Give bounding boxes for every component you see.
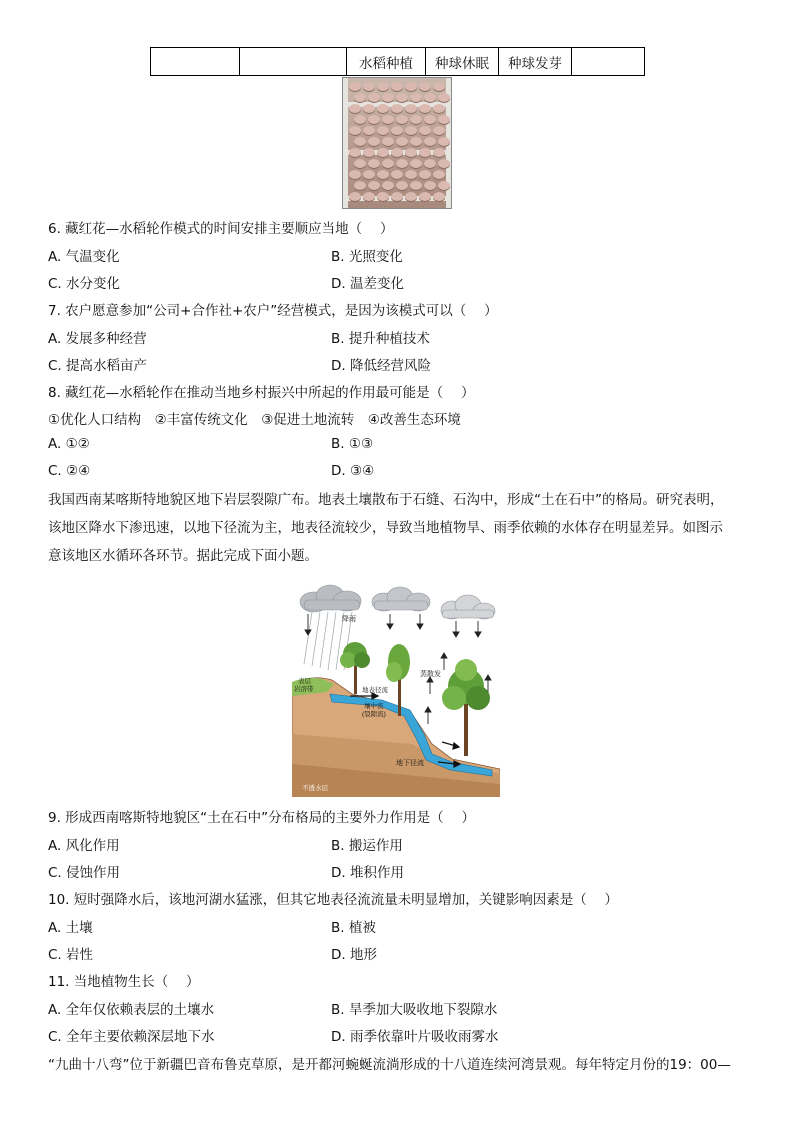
bulb-shape xyxy=(391,82,403,91)
bulb-shape xyxy=(438,93,450,102)
bulb-shape xyxy=(433,126,445,135)
bulb-shape xyxy=(410,115,422,124)
option-b[interactable]: B. 旱季加大吸收地下裂隙水 xyxy=(331,1002,498,1018)
bulb-shape xyxy=(419,170,431,179)
bulb-shape xyxy=(368,115,380,124)
bulb-shape xyxy=(433,104,445,113)
table-cell xyxy=(240,48,347,76)
table-cell: 种球休眠 xyxy=(426,48,499,76)
question-11-stem: 11. 当地植物生长（ ） xyxy=(48,974,200,990)
bulb-shape xyxy=(382,93,394,102)
bulb-shape xyxy=(433,82,445,91)
bulb-shape xyxy=(396,137,408,146)
bulb-shape xyxy=(410,93,422,102)
option-c[interactable]: C. 水分变化 xyxy=(48,276,121,292)
bulb-shape xyxy=(419,104,431,113)
bulb-shape xyxy=(433,192,445,201)
table-cell xyxy=(151,48,240,76)
option-a[interactable]: A. ①② xyxy=(48,436,90,452)
option-d[interactable]: D. 温差变化 xyxy=(331,276,404,292)
bulb-shape xyxy=(363,126,375,135)
table-cell: 种球发芽 xyxy=(499,48,572,76)
bulb-shape xyxy=(368,181,380,190)
bulb-shape xyxy=(424,159,436,168)
bulb-shape xyxy=(438,115,450,124)
bulb-shape xyxy=(405,82,417,91)
question-8-choices: ①优化人口结构 ②丰富传统文化 ③促进土地流转 ④改善生态环境 xyxy=(48,412,461,428)
bulb-shape xyxy=(438,159,450,168)
bulb-shape xyxy=(410,137,422,146)
table-cell: 水稻种植 xyxy=(347,48,426,76)
bulb-shape xyxy=(382,159,394,168)
passage-line: 我国西南某喀斯特地貌区地下岩层裂隙广布。地表土壤散布于石缝、石沟中，形成“土在石中”的格局。研究表明， xyxy=(48,492,724,508)
option-a[interactable]: A. 全年仅依赖表层的土壤水 xyxy=(48,1002,215,1018)
bulb-shape xyxy=(405,104,417,113)
bulb-shape xyxy=(377,82,389,91)
bulb-shape xyxy=(349,104,361,113)
bulb-shape xyxy=(438,181,450,190)
bulb-shape xyxy=(349,170,361,179)
passage-line: 该地区降水下渗迅速，以地下径流为主，地表径流较少，导致当地植物旱、雨季依赖的水体存在明显差异。如图示 xyxy=(48,520,723,536)
bulb-shape xyxy=(410,159,422,168)
bulb-shape xyxy=(424,137,436,146)
bulb-shape xyxy=(438,137,450,146)
bulb-shape xyxy=(377,192,389,201)
bulb-shape xyxy=(354,93,366,102)
bulb-shape xyxy=(405,126,417,135)
tree-icon xyxy=(442,659,490,756)
option-b[interactable]: B. ①③ xyxy=(331,436,374,452)
option-c[interactable]: C. ②④ xyxy=(48,463,91,479)
bulb-shape xyxy=(354,181,366,190)
question-6-stem: 6. 藏红花—水稻轮作模式的时间安排主要顺应当地（ ） xyxy=(48,221,394,237)
bulb-shape xyxy=(349,126,361,135)
label-underground-runoff: 地下径流 xyxy=(396,760,424,767)
question-10-stem: 10. 短时强降水后，该地河湖水猛涨，但其它地表径流流量未明显增加，关键影响因素是（ ） xyxy=(48,892,619,908)
bulb-shape xyxy=(368,93,380,102)
bulb-shape xyxy=(382,181,394,190)
bulb-shape xyxy=(382,115,394,124)
label-impermeable-layer: 不透水层 xyxy=(302,785,328,792)
bulb-shape xyxy=(377,170,389,179)
bulb-shape xyxy=(396,159,408,168)
saffron-bulb-photo xyxy=(342,77,452,209)
question-9-stem: 9. 形成西南喀斯特地貌区“土在石中”分布格局的主要外力作用是（ ） xyxy=(48,810,475,826)
passage-meander: “九曲十八弯”位于新疆巴音布鲁克草原，是开都河蜿蜒流淌形成的十八道连续河湾景观。每年特定月份的19：00— xyxy=(48,1057,731,1073)
bulb-shape xyxy=(377,126,389,135)
bulb-shape xyxy=(410,181,422,190)
schedule-table xyxy=(150,47,645,76)
option-d[interactable]: D. 堆积作用 xyxy=(331,865,404,881)
label-surface-runoff: 地表径流 xyxy=(362,687,388,694)
bulb-shape xyxy=(391,104,403,113)
question-7-stem: 7. 农户愿意参加“公司+合作社+农户”经营模式，是因为该模式可以（ ） xyxy=(48,303,498,319)
option-b[interactable]: B. 光照变化 xyxy=(331,249,403,265)
cloud-icon xyxy=(300,585,361,612)
bulb-shape xyxy=(363,82,375,91)
bulb-shape xyxy=(419,82,431,91)
bulb-shape xyxy=(433,148,445,157)
bulb-shape xyxy=(377,148,389,157)
option-c[interactable]: C. 岩性 xyxy=(48,947,94,963)
bulb-shape xyxy=(391,170,403,179)
bulb-shape xyxy=(419,126,431,135)
bulb-shape xyxy=(424,181,436,190)
bulb-shape xyxy=(368,159,380,168)
table-row xyxy=(151,48,645,76)
label-evaporation: 蒸散发 xyxy=(420,671,441,678)
option-a[interactable]: A. 气温变化 xyxy=(48,249,120,265)
option-d[interactable]: D. 降低经营风险 xyxy=(331,358,431,374)
bulb-shape xyxy=(377,104,389,113)
label-rain: 降雨 xyxy=(342,616,356,623)
option-c[interactable]: C. 侵蚀作用 xyxy=(48,865,121,881)
cloud-icon xyxy=(441,595,495,619)
bulb-shape xyxy=(363,192,375,201)
option-d[interactable]: D. ③④ xyxy=(331,463,375,479)
option-d[interactable]: D. 地形 xyxy=(331,947,377,963)
bulb-shape xyxy=(363,148,375,157)
label-interflow: 壤中流(裂隙流) xyxy=(362,703,386,718)
bulb-shape xyxy=(419,148,431,157)
bulb-shape xyxy=(391,148,403,157)
passage-karst xyxy=(48,486,750,570)
option-a[interactable]: A. 风化作用 xyxy=(48,838,120,854)
bulb-shape xyxy=(349,148,361,157)
bulb-shape xyxy=(433,170,445,179)
table-cell xyxy=(572,48,645,76)
option-c[interactable]: C. 全年主要依赖深层地下水 xyxy=(48,1029,215,1045)
passage-line: 意该地区水循环各环节。据此完成下面小题。 xyxy=(48,548,318,564)
bulb-shape xyxy=(419,192,431,201)
bulb-shape xyxy=(396,93,408,102)
option-a[interactable]: A. 发展多种经营 xyxy=(48,331,147,347)
bulb-shape xyxy=(396,181,408,190)
label-epikarst: 表层岩溶带 xyxy=(294,678,314,693)
bulb-shape xyxy=(363,170,375,179)
bulb-shape xyxy=(363,104,375,113)
bulb-shape xyxy=(396,115,408,124)
bulb-shape xyxy=(354,115,366,124)
option-b[interactable]: B. 提升种植技术 xyxy=(331,331,430,347)
cloud-icon xyxy=(372,587,430,611)
bulb-shape xyxy=(349,192,361,201)
option-a[interactable]: A. 土壤 xyxy=(48,920,93,936)
bulb-shape xyxy=(424,115,436,124)
option-d[interactable]: D. 雨季依靠叶片吸收雨雾水 xyxy=(331,1029,499,1045)
option-b[interactable]: B. 植被 xyxy=(331,920,376,936)
bulb-shape xyxy=(368,137,380,146)
bulb-shape xyxy=(354,159,366,168)
bulb-shape xyxy=(405,192,417,201)
bulb-shape xyxy=(405,148,417,157)
bulb-shape xyxy=(382,137,394,146)
bulb-shape xyxy=(391,192,403,201)
bulb-shape xyxy=(405,170,417,179)
option-b[interactable]: B. 搬运作用 xyxy=(331,838,403,854)
karst-water-cycle-diagram xyxy=(292,584,500,797)
bulb-shape xyxy=(354,137,366,146)
option-c[interactable]: C. 提高水稻亩产 xyxy=(48,358,148,374)
bulb-shape xyxy=(424,93,436,102)
bulb-shape xyxy=(349,82,361,91)
bulb-shape xyxy=(391,126,403,135)
question-8-stem: 8. 藏红花—水稻轮作在推动当地乡村振兴中所起的作用最可能是（ ） xyxy=(48,385,475,401)
